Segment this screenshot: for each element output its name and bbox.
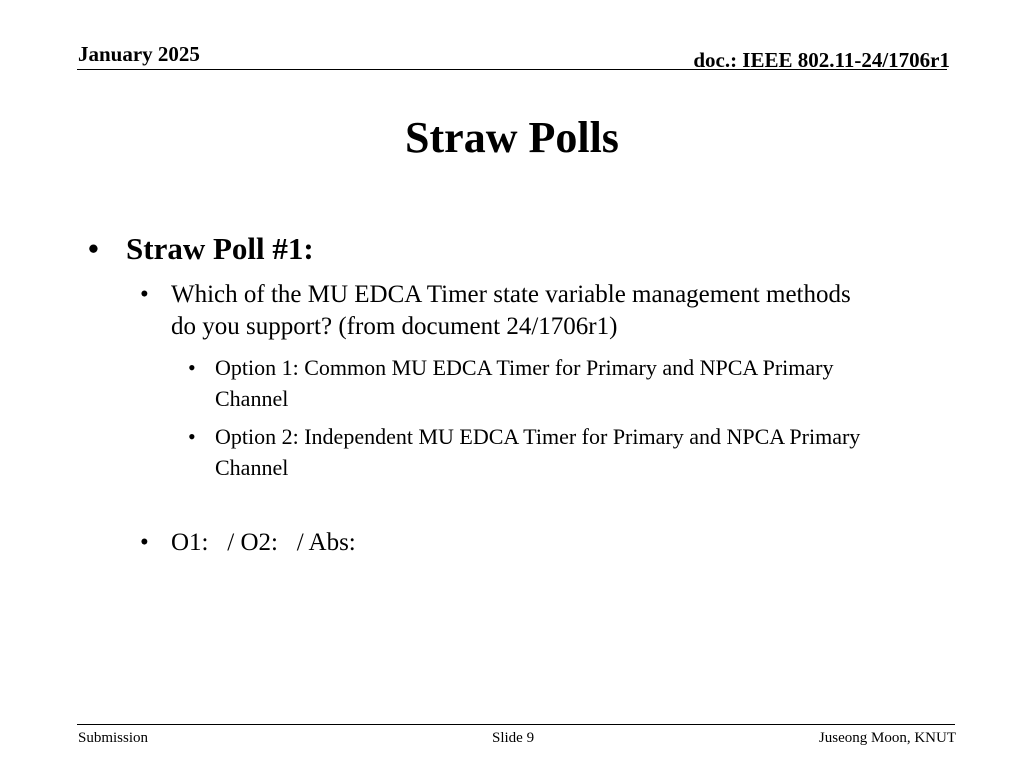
poll-question: Which of the MU EDCA Timer state variable management methods do you support? (from document 24/1706r1) (171, 281, 851, 340)
footer-author: Juseong Moon, KNUT (818, 730, 956, 746)
bullet-icon: • (140, 281, 149, 308)
bullet-icon: • (188, 424, 196, 449)
slide-title: Straw Polls (405, 113, 619, 162)
header-divider (77, 69, 947, 70)
bullet-icon: • (188, 355, 196, 380)
header-doc-id: doc.: IEEE 802.11-24/1706r1 (693, 48, 950, 72)
poll-option-1: Option 1: Common MU EDCA Timer for Primary and NPCA Primary Channel (215, 355, 834, 411)
poll-option-2: Option 2: Independent MU EDCA Timer for Primary and NPCA Primary Channel (215, 424, 861, 480)
footer-slide-number: Slide 9 (492, 730, 535, 746)
header-date: January 2025 (78, 42, 200, 66)
bullet-icon: • (88, 231, 99, 266)
bullet-icon: • (140, 529, 149, 556)
poll-results: O1: / O2: / Abs: (171, 529, 356, 556)
poll-heading: Straw Poll #1: (126, 231, 314, 266)
footer-submission: Submission (78, 730, 149, 746)
footer-divider (77, 724, 955, 725)
